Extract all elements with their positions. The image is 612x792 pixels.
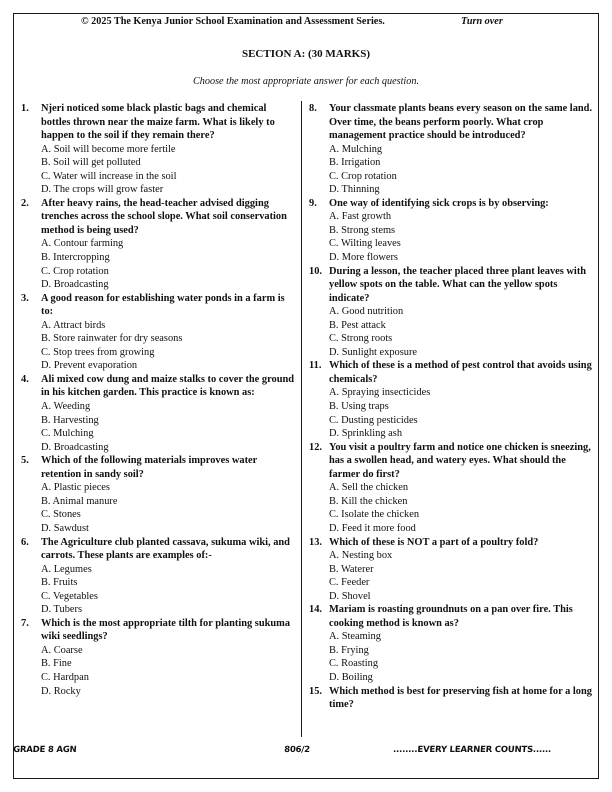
question-text: Which is the most appropriate tilth for planting sukuma wiki seedlings? — [41, 617, 291, 643]
questions-column-right — [309, 102, 593, 712]
question-stem — [309, 265, 593, 306]
question-stem — [21, 102, 297, 143]
answer-option[interactable]: C. Water will increase in the soil — [41, 170, 177, 182]
question-text: The Agriculture club planted cassava, sukuma wiki, and carrots. These plants are examples of:- — [41, 536, 290, 562]
answer-options — [309, 143, 593, 197]
question-stem — [21, 373, 297, 400]
section-title: SECTION A: (30 MARKS) — [241, 48, 371, 60]
question-number: 9. — [309, 197, 317, 209]
answer-option[interactable]: B. Store rainwater for dry seasons — [41, 333, 183, 345]
question-item — [309, 359, 593, 440]
answer-option[interactable]: A. Nesting box — [329, 550, 393, 562]
answer-options — [21, 319, 297, 373]
footer-motto: ........EVERY LEARNER COUNTS...... — [392, 745, 552, 755]
answer-option[interactable]: D. Broadcasting — [41, 279, 109, 291]
question-text: Which of these is a method of pest control that avoids using chemicals? — [329, 360, 592, 385]
question-item — [309, 265, 593, 360]
question-text: Which of these is NOT a part of a poultry fold? — [329, 536, 539, 548]
question-text: Njeri noticed some black plastic bags and chemical bottles thrown near the maize farm. What is likely to happen to the soil if they remain there? — [41, 103, 275, 142]
question-number: 10. — [309, 265, 322, 277]
answer-option[interactable]: B. Waterer — [329, 563, 374, 575]
answer-option[interactable]: B. Harvesting — [41, 414, 99, 426]
answer-options — [309, 210, 593, 264]
answer-option[interactable]: C. Dusting pesticides — [329, 414, 418, 426]
question-stem — [21, 617, 297, 644]
question-item — [21, 102, 297, 197]
question-item — [309, 685, 593, 712]
question-text: One way of identifying sick crops is by observing: — [329, 197, 549, 209]
question-stem — [309, 102, 593, 143]
answer-option[interactable]: B. Strong stems — [329, 224, 396, 236]
question-item — [21, 536, 297, 617]
question-number: 14. — [309, 604, 322, 616]
question-stem — [309, 197, 593, 211]
footer-paper-code: 806/2 — [283, 745, 311, 755]
answer-option[interactable]: A. Mulching — [329, 143, 383, 155]
answer-option[interactable]: D. More flowers — [329, 252, 398, 264]
question-text: A good reason for establishing water ponds in a farm is to: — [41, 292, 285, 318]
question-item — [309, 603, 593, 684]
answer-option[interactable]: C. Vegetables — [41, 590, 98, 602]
answer-option[interactable]: B. Irrigation — [329, 157, 381, 169]
question-item — [21, 454, 297, 535]
answer-option[interactable]: C. Feeder — [329, 577, 370, 589]
answer-options — [21, 563, 297, 617]
page-header — [0, 16, 612, 30]
answer-option[interactable]: C. Crop rotation — [329, 170, 397, 182]
question-stem — [309, 536, 593, 550]
answer-option[interactable]: B. Pest attack — [329, 319, 386, 331]
answer-option[interactable]: D. Rocky — [41, 685, 81, 697]
answer-option[interactable]: A. Plastic pieces — [41, 482, 110, 494]
answer-option[interactable]: B. Intercropping — [41, 252, 110, 264]
question-item — [309, 102, 593, 197]
answer-option[interactable]: C. Wilting leaves — [329, 238, 401, 250]
question-number: 4. — [21, 373, 29, 385]
answer-options — [21, 237, 297, 291]
question-number: 5. — [21, 455, 29, 467]
turn-over-label: Turn over — [461, 16, 503, 27]
footer-grade: GRADE 8 AGN — [12, 745, 77, 755]
question-item — [21, 292, 297, 373]
answer-options — [21, 644, 297, 698]
question-text: Which method is best for preserving fish at home for a long time? — [329, 685, 592, 711]
answer-option[interactable]: A. Sell the chicken — [329, 482, 409, 494]
question-number: 2. — [21, 197, 29, 209]
answer-option[interactable]: C. Crop rotation — [41, 265, 109, 277]
question-number: 1. — [21, 103, 29, 114]
answer-option[interactable]: D. Boiling — [329, 671, 373, 683]
answer-option[interactable]: B. Fine — [41, 658, 72, 670]
answer-option[interactable]: A. Steaming — [329, 631, 381, 643]
question-text: After heavy rains, the head-teacher advised digging trenches across the school slope. What soil conservation method is being used? — [41, 197, 287, 236]
answer-option[interactable]: A. Attract birds — [41, 319, 106, 331]
question-item — [21, 197, 297, 292]
answer-option[interactable]: D. Shovel — [329, 590, 371, 602]
copyright-notice: © 2025 The Kenya Junior School Examination and Assessment Series. — [81, 16, 385, 27]
question-number: 3. — [21, 292, 29, 304]
question-number: 7. — [21, 617, 29, 629]
question-item — [21, 617, 297, 698]
section-instructions: Choose the most appropriate answer for each question. — [193, 76, 419, 87]
question-stem — [21, 292, 297, 319]
question-text: Mariam is roasting groundnuts on a pan over fire. This cooking method is known as? — [329, 604, 573, 629]
answer-option[interactable]: D. Sawdust — [41, 522, 89, 534]
answer-option[interactable]: C. Stop trees from growing — [41, 346, 155, 358]
question-stem — [309, 685, 593, 712]
answer-options — [309, 481, 593, 535]
answer-option[interactable]: C. Isolate the chicken — [329, 509, 420, 521]
answer-option[interactable]: A. Weeding — [41, 401, 91, 413]
answer-option[interactable]: B. Frying — [329, 644, 369, 656]
answer-option[interactable]: B. Animal manure — [41, 495, 118, 507]
answer-option[interactable]: D. Tubers — [41, 604, 82, 616]
answer-option[interactable]: A. Contour farming — [41, 238, 124, 250]
question-stem — [21, 197, 297, 238]
question-stem — [309, 603, 593, 630]
answer-option[interactable]: D. Feed it more food — [329, 522, 416, 534]
question-stem — [309, 359, 593, 386]
question-number: 12. — [309, 441, 322, 453]
answer-option[interactable]: B. Fruits — [41, 577, 78, 589]
question-number: 15. — [309, 685, 322, 697]
question-text: Your classmate plants beans every season on the same land. Over time, the beans perform poorly. What crop management practice should be introduced? — [329, 103, 593, 142]
answer-option[interactable]: C. Hardpan — [41, 671, 89, 683]
answer-option[interactable]: D. Broadcasting — [41, 441, 109, 453]
answer-option[interactable]: A. Good nutrition — [329, 306, 404, 318]
answer-option[interactable]: B. Using traps — [329, 401, 389, 413]
answer-options — [309, 630, 593, 684]
answer-option[interactable]: A. Soil will become more fertile — [41, 143, 176, 155]
question-item — [21, 373, 297, 454]
answer-option[interactable]: C. Stones — [41, 509, 81, 521]
question-item — [309, 536, 593, 604]
questions-column-left — [21, 102, 297, 698]
answer-option[interactable]: D. The crops will grow faster — [41, 184, 164, 196]
question-text: Ali mixed cow dung and maize stalks to cover the ground in his kitchen garden. This practice is known as: — [41, 373, 295, 399]
answer-options — [21, 481, 297, 535]
answer-option[interactable]: A. Coarse — [41, 644, 83, 656]
answer-option[interactable]: A. Fast growth — [329, 211, 392, 223]
question-number: 6. — [21, 536, 29, 548]
answer-option[interactable]: D. Sunlight exposure — [329, 346, 418, 358]
answer-options — [309, 549, 593, 603]
question-text: During a lesson, the teacher placed three plant leaves with yellow spots on the table. What can the yellow spots indicate? — [329, 265, 587, 304]
page-footer — [0, 745, 612, 759]
column-divider — [301, 101, 302, 737]
answer-option[interactable]: D. Sprinkling ash — [329, 428, 403, 440]
question-number: 13. — [309, 536, 322, 548]
answer-option[interactable]: B. Kill the chicken — [329, 495, 408, 507]
answer-option[interactable]: B. Soil will get polluted — [41, 157, 141, 169]
answer-options — [309, 386, 593, 440]
question-number: 11. — [309, 360, 322, 372]
question-text: You visit a poultry farm and notice one chicken is sneezing, has a swollen head, and watery eyes. What should the farmer do first? — [329, 441, 591, 480]
answer-option[interactable]: C. Roasting — [329, 658, 379, 670]
question-number: 8. — [309, 103, 317, 114]
answer-option[interactable]: C. Strong roots — [329, 333, 393, 345]
answer-option[interactable]: D. Prevent evaporation — [41, 360, 138, 372]
question-text: Which of the following materials improves water retention in sandy soil? — [41, 455, 258, 480]
answer-option[interactable]: D. Thinning — [329, 184, 380, 196]
answer-options — [21, 143, 297, 197]
question-item — [309, 197, 593, 265]
question-stem — [309, 441, 593, 482]
question-stem — [21, 454, 297, 481]
answer-option[interactable]: C. Mulching — [41, 428, 94, 440]
answer-option[interactable]: A. Spraying insecticides — [329, 387, 431, 399]
question-stem — [21, 536, 297, 563]
answer-options — [309, 305, 593, 359]
answer-option[interactable]: A. Legumes — [41, 563, 92, 575]
question-item — [309, 441, 593, 536]
answer-options — [21, 400, 297, 454]
